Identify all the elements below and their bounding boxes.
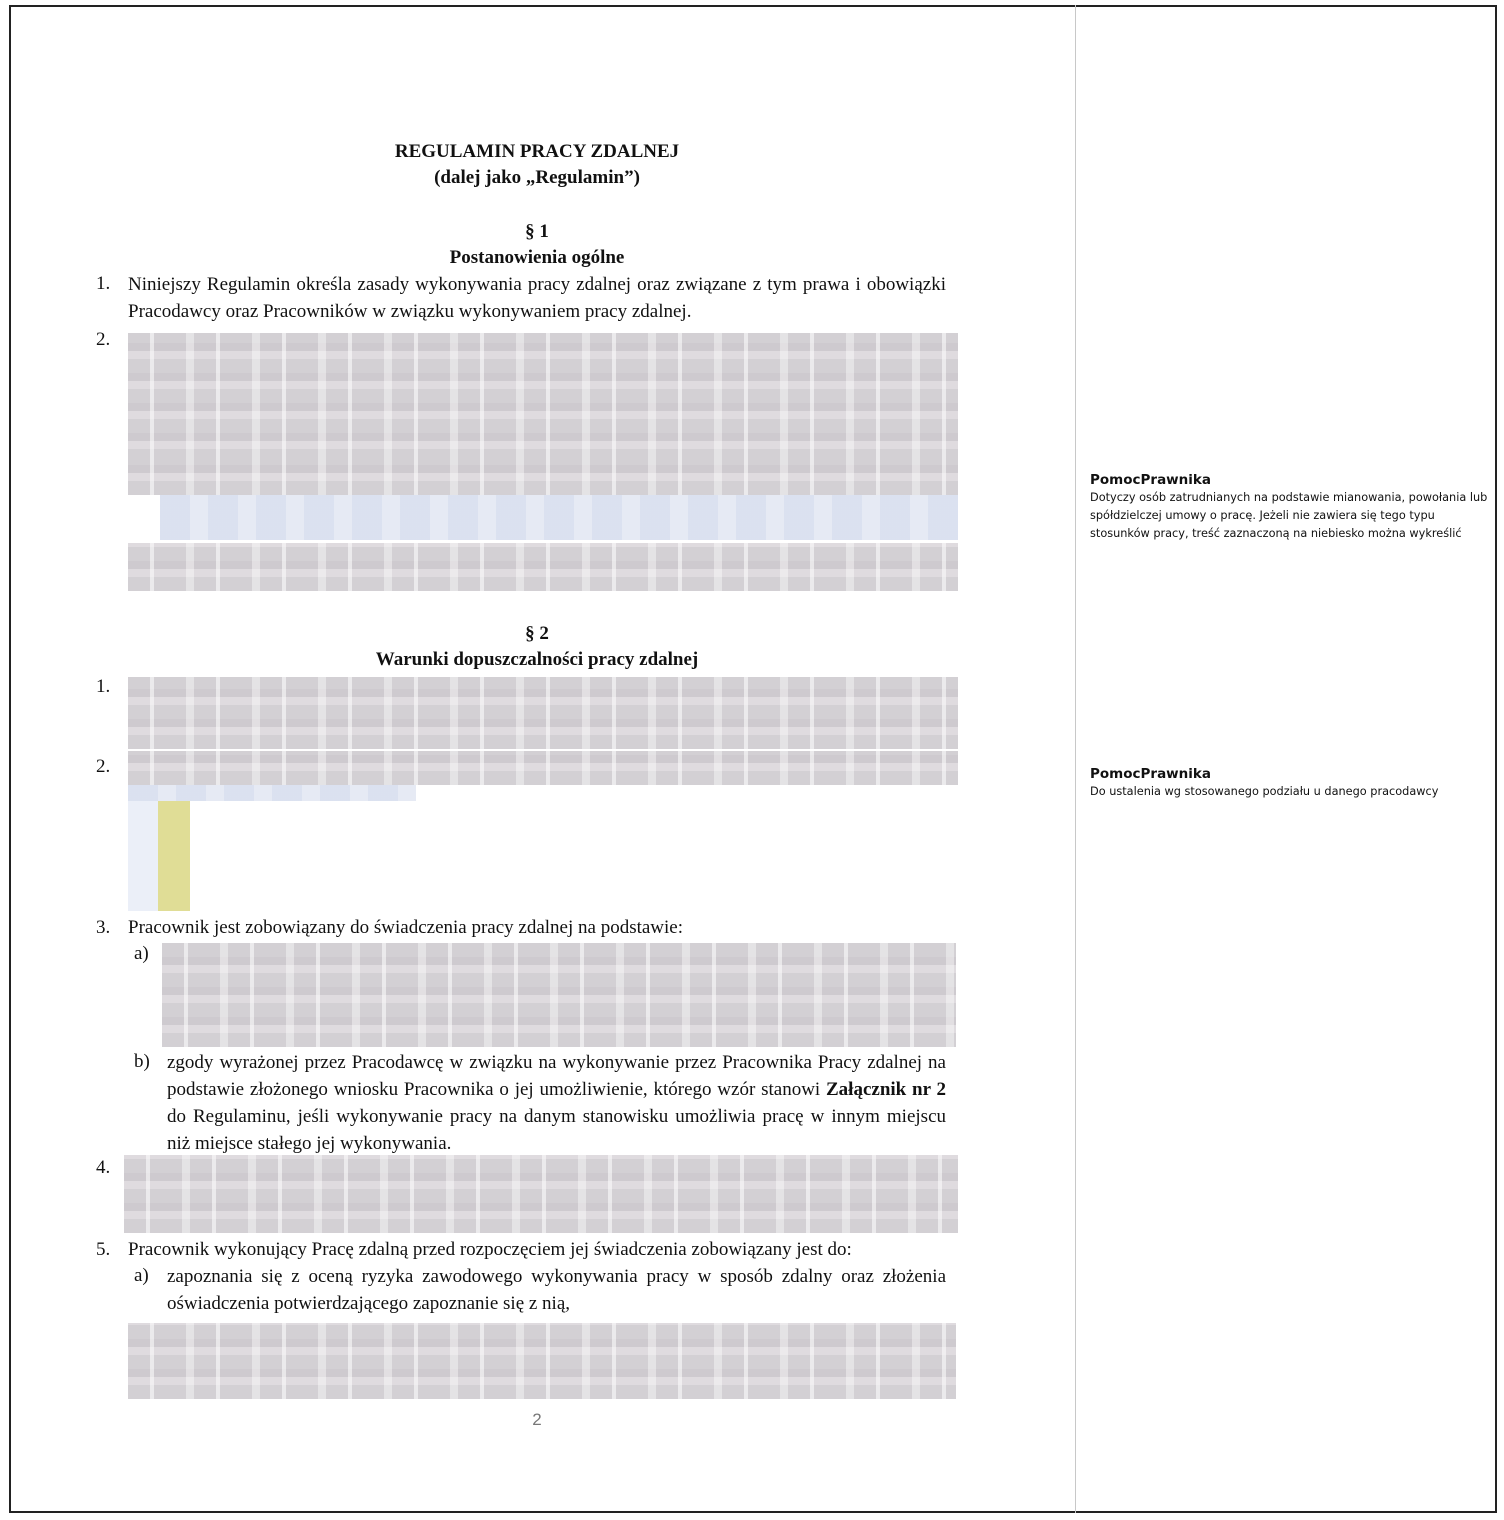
section-1-heading: Postanowienia ogólne xyxy=(449,247,625,268)
section-1-sign: § 1 xyxy=(525,221,549,242)
section-2-heading: Warunki dopuszczalności pracy zdalnej xyxy=(375,649,699,670)
redacted-text-block xyxy=(162,943,956,1047)
s2-item-5a-letter: a) xyxy=(134,1265,149,1286)
comment-margin-divider xyxy=(1075,5,1076,1513)
redacted-text-block xyxy=(128,1323,956,1399)
margin-comment[interactable] xyxy=(1090,765,1490,801)
s2-item-5a-text: zapoznania się z oceną ryzyka zawodowego wykonywania pracy w sposób zdalny oraz złożenia oświadczenia potwierdzającego zapoznanie się z nią, xyxy=(167,1266,946,1314)
redacted-text-block xyxy=(128,463,958,495)
s2-item-3-number: 3. xyxy=(96,917,111,938)
attachment-reference: Załącznik nr 2 xyxy=(826,1079,946,1100)
document-title: REGULAMIN PRACY ZDALNEJ xyxy=(394,141,680,162)
comment-author: PomocPrawnika xyxy=(1090,472,1211,488)
document-subtitle: (dalej jako „Regulamin”) xyxy=(434,167,640,188)
redacted-text-block xyxy=(128,333,958,463)
redacted-highlighted-block xyxy=(128,801,748,911)
redacted-text-block xyxy=(124,1155,958,1233)
s2-item-3b-letter: b) xyxy=(134,1051,150,1072)
page-number: 2 xyxy=(532,1410,542,1429)
redacted-highlighted-block xyxy=(160,495,958,540)
section-2-sign: § 2 xyxy=(525,623,549,644)
s2-item-5-number: 5. xyxy=(96,1239,111,1260)
comment-text: Do ustalenia wg stosowanego podziału u danego pracodawcy xyxy=(1090,785,1439,798)
s2-item-3b-text: zgody wyrażonej przez Pracodawcę w związku na wykonywanie przez Pracownika Pracy zdalnej na podstawie złożonego wniosku Pracownika o jej umożliwienie, którego wzór stanowi Załącznik nr 2 do Regulaminu, jeśli wykonywanie pracy na danym stanowisku umożliwia pracę w innym miejscu niż miejsce stałego jej wykonywania. xyxy=(167,1052,946,1154)
s2-item-3-text: Pracownik jest zobowiązany do świadczenia pracy zdalnej na podstawie: xyxy=(128,917,684,938)
redacted-text-block xyxy=(128,751,958,785)
s1-item-1-text: Niniejszy Regulamin określa zasady wykonywania pracy zdalnej oraz związane z tym prawa i obowiązki Pracodawcy oraz Pracowników w związku wykonywaniem pracy zdalnej. xyxy=(128,274,946,322)
redacted-text-block xyxy=(128,543,958,591)
s2-item-1-number: 1. xyxy=(96,676,111,697)
comment-author: PomocPrawnika xyxy=(1090,766,1211,782)
comment-text: Dotyczy osób zatrudnianych na podstawie mianowania, powołania lub spółdzielczej umowy o pracę. Jeżeli nie zawiera się tego typu stosunków pracy, treść zaznaczoną na niebiesko można wykreślić xyxy=(1090,491,1488,540)
s2-item-5-text: Pracownik wykonujący Pracę zdalną przed rozpoczęciem jej świadczenia zobowiązany jest do: xyxy=(128,1239,852,1260)
s2-item-2-number: 2. xyxy=(96,756,111,777)
margin-comment[interactable] xyxy=(1090,471,1490,543)
s2-item-3a-letter: a) xyxy=(134,943,149,964)
redacted-text-block xyxy=(128,677,958,749)
redacted-highlighted-block xyxy=(128,785,416,801)
s1-item-1-number: 1. xyxy=(96,273,111,294)
s1-item-2-number: 2. xyxy=(96,329,111,350)
s2-item-4-number: 4. xyxy=(96,1157,111,1178)
